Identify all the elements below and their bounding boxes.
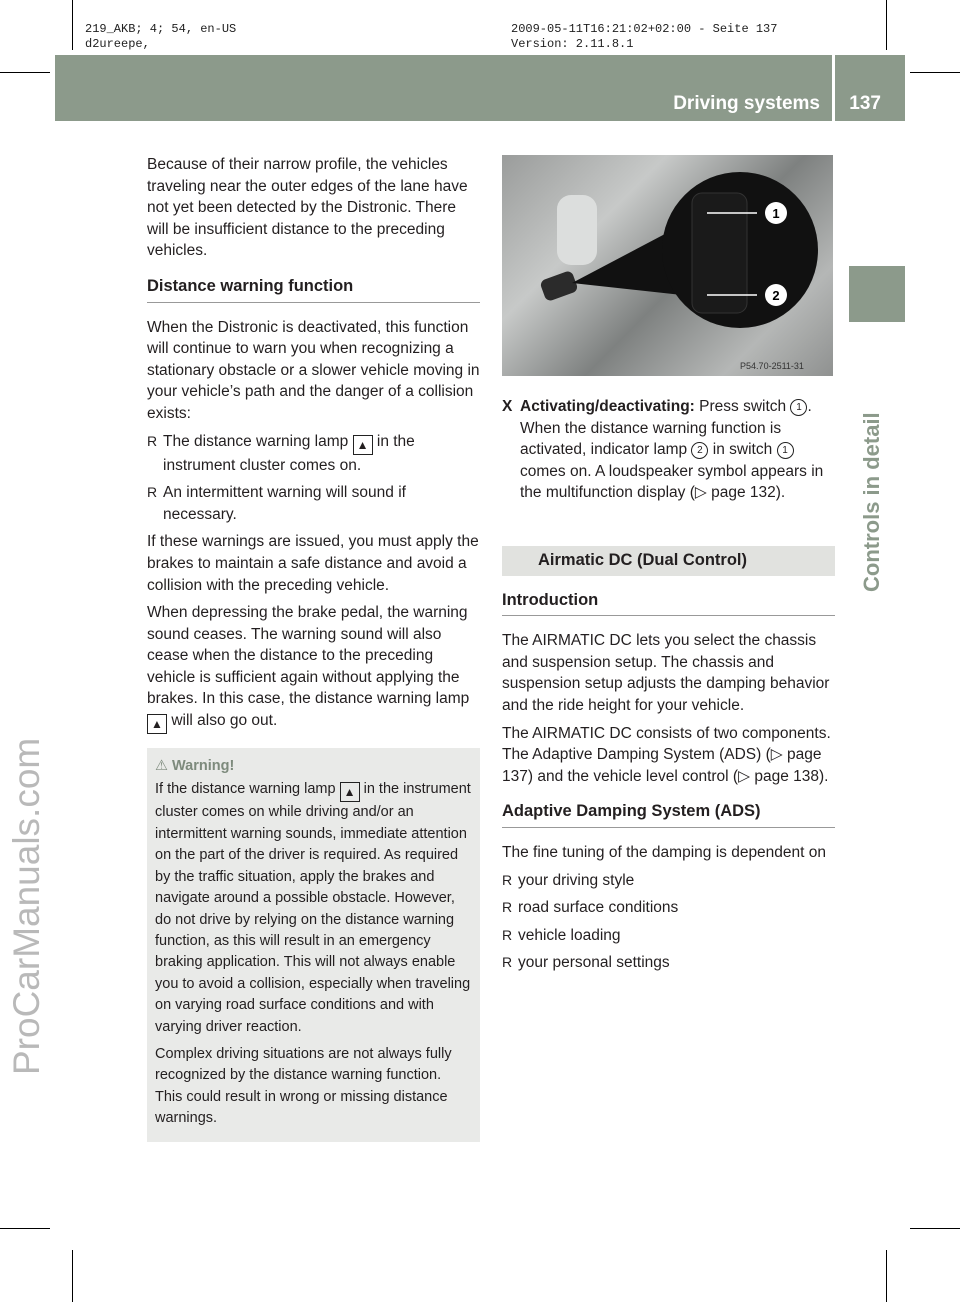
paragraph: The fine tuning of the damping is dependent on xyxy=(502,843,827,861)
gear-lever xyxy=(557,195,597,265)
page-number: 137 xyxy=(849,93,881,114)
meta-line: 219_AKB; 4; 54, en-US xyxy=(85,22,237,36)
spacer xyxy=(502,504,835,532)
header-bar xyxy=(55,55,905,121)
crop-mark xyxy=(0,1228,50,1229)
text: comes on. A loudspeaker symbol appears in the multifunction display ( xyxy=(520,462,824,502)
list-item xyxy=(147,431,480,477)
distance-warning-lamp-icon: ▲ xyxy=(147,714,167,734)
photo-code: P54.70-2511-31 xyxy=(740,361,804,371)
warning-triangle-icon: ⚠ xyxy=(155,758,168,775)
text: page 138). xyxy=(754,767,829,785)
crop-mark xyxy=(72,1250,73,1302)
right-column xyxy=(502,396,835,980)
paragraph: The AIRMATIC DC lets you select the chassis and suspension setup. The chassis and suspension setup adjusts the damping behavior and the ride height for your vehicle. xyxy=(502,632,830,714)
text: in the instrument cluster comes on while driving and/or an intermittent warning sounds, immediate attention on the part of the driver is required. As required by the traffic situation, apply the brakes and navigate around a possible obstacle. However, do not drive by relying on the distance warning function, as this will result in an emergency braking application. This will not always enable you to avoid a collision, especially when traveling on varying road surface conditions and with varying driver reaction. xyxy=(155,781,471,1035)
text: Press switch xyxy=(699,398,787,415)
warning-title xyxy=(155,756,472,777)
text: page 132). xyxy=(711,484,786,502)
crop-mark xyxy=(910,1228,960,1229)
meta-line: Version: 2.11.8.1 xyxy=(511,37,634,51)
paragraph: If these warnings are issued, you must apply the brakes to maintain a safe distance and avoid a collision with the preceding vehicle. xyxy=(147,533,479,594)
list-item: R road surface conditions xyxy=(502,897,835,919)
crop-mark xyxy=(886,1250,887,1302)
photo-illustration xyxy=(502,155,833,376)
page-ref-arrow-icon: ▷ xyxy=(694,484,707,502)
doc-meta-left xyxy=(85,22,236,52)
text: When depressing the brake pedal, the warning sound ceases. The warning sound will also cease when the distance to the preceding vehicle is sufficient again without applying the brakes. In this case, the distance warning lamp xyxy=(147,604,470,708)
paragraph xyxy=(155,779,472,1037)
list-item: R vehicle loading xyxy=(502,925,835,947)
crop-mark xyxy=(72,0,73,50)
text: . xyxy=(807,398,812,415)
side-tab xyxy=(849,266,905,1166)
distance-warning-lamp-icon: ▲ xyxy=(353,435,373,455)
list-item: R An intermittent warning will sound if necessary. xyxy=(147,482,480,525)
paragraph: Because of their narrow profile, the vehicles traveling near the outer edges of the lane have not yet been detected by the Distronic. There will be insufficient distance to the preceding vehicles. xyxy=(147,156,468,260)
callout-2: 2 xyxy=(772,288,780,303)
header-divider xyxy=(832,55,835,121)
callout-1: 1 xyxy=(772,206,780,221)
crop-mark xyxy=(910,72,960,73)
paragraph xyxy=(147,602,480,734)
paragraph xyxy=(502,723,835,788)
text: will also go out. xyxy=(171,712,278,730)
heading-ads: Adaptive Damping System (ADS) xyxy=(502,801,835,828)
text: page 137) and the vehicle level control ( xyxy=(502,746,822,785)
left-column xyxy=(147,154,480,1142)
side-tab-block xyxy=(849,266,905,322)
paragraph: When the Distronic is deactivated, this function will continue to warn you when recognizing a stationary obstacle or a slower vehicle moving in your vehicle’s path and the danger of a collision exists: xyxy=(147,318,480,422)
step-label: Activating/deactivating: xyxy=(520,398,695,415)
watermark: ProCarManuals.com xyxy=(6,737,47,1075)
heading-introduction: Introduction xyxy=(502,590,835,617)
text: in the instrument cluster comes on. xyxy=(163,432,415,474)
text: If the distance warning lamp xyxy=(155,781,336,798)
doc-meta-right xyxy=(511,22,777,52)
meta-line: d2ureepe, xyxy=(85,37,150,51)
text: The AIRMATIC DC consists of two components. The Adaptive Damping System (ADS) ( xyxy=(502,724,831,764)
marker-1-icon: 1 xyxy=(777,442,794,459)
page-ref-arrow-icon: ▷ xyxy=(770,746,783,764)
step-marker-icon: X xyxy=(502,398,513,415)
section-heading-airmatic: Airmatic DC (Dual Control) xyxy=(502,546,835,576)
text: Warning! xyxy=(172,758,235,775)
marker-1-icon: 1 xyxy=(790,399,807,416)
list-item: R your driving style xyxy=(502,870,835,892)
marker-2-icon: 2 xyxy=(691,442,708,459)
page-title: Driving systems xyxy=(673,93,820,114)
paragraph: Complex driving situations are not always fully recognized by the distance warning function. This could result in wrong or missing distance warnings. xyxy=(155,1045,452,1127)
text: The distance warning lamp xyxy=(163,432,349,450)
text: in switch xyxy=(712,441,773,459)
heading-distance-warning: Distance warning function xyxy=(147,276,480,303)
warning-box xyxy=(147,748,480,1142)
crop-mark xyxy=(0,72,50,73)
switch-knob xyxy=(539,270,578,302)
text: When the distance warning function is activated, indicator lamp xyxy=(520,419,782,459)
distance-warning-lamp-icon: ▲ xyxy=(340,782,360,802)
switch-photo xyxy=(502,155,833,376)
list-item: R your personal settings xyxy=(502,952,835,974)
page-ref-arrow-icon: ▷ xyxy=(738,767,751,785)
side-tab-label: Controls in detail xyxy=(859,412,884,592)
meta-line: 2009-05-11T16:21:02+02:00 - Seite 137 xyxy=(511,22,778,36)
crop-mark xyxy=(886,0,887,50)
instruction-step xyxy=(502,396,835,504)
